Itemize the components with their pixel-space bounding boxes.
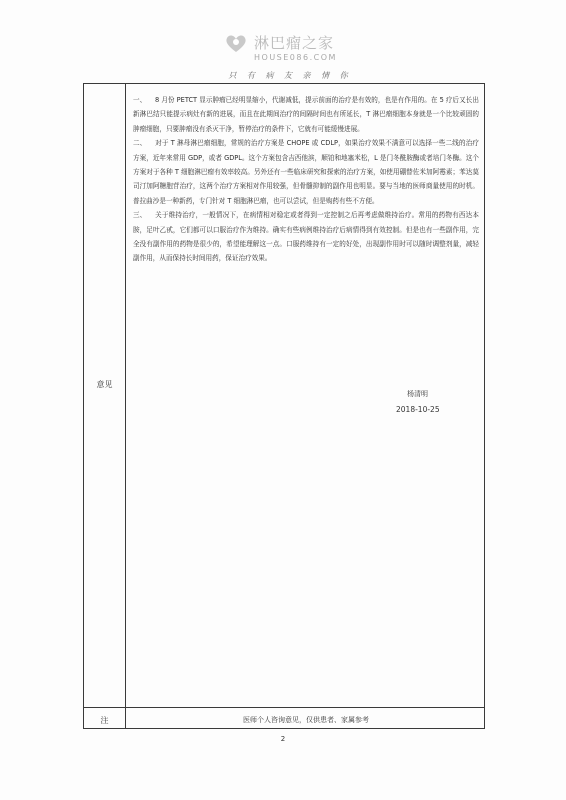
- paragraph-text: 关于维持治疗，一般情况下，在病情相对稳定或者得到一定控制之后再考虑做维持治疗。常用的药物有西达本胺，足叶乙甙，它们都可以口服治疗作为维持。确实有些病例维持治疗后病情得到有效控制。但是也有一些副作用，完全没有副作用的药物是很少的，希望能理解这一点。口服药维持有一定的好处，出现副作用时可以随时调整剂量，减轻副作用，从而保持长时间用药，保证治疗效果。: [133, 211, 479, 263]
- heart-flower-icon: [224, 32, 248, 54]
- row-divider: [84, 707, 484, 708]
- paragraph-text: 8 月份 PETCT 显示肿瘤已经明显缩小，代谢减低，提示前面的治疗是有效的，也是有作用的。在 5 疗后又长出新淋巴结只能提示病灶有新的进展，而且在此期间治疗的间隔时间也有所延长，T 淋巴瘤细胞本身就是一个比较顽固的肿瘤细胞，只要肿瘤没有杀灭干净，暂停治疗的条件下，它就有可能缓慢进展。: [133, 96, 479, 133]
- doctor-signature: 杨清明: [407, 390, 428, 398]
- paragraph-1: [133, 93, 479, 136]
- paragraph-2: [133, 136, 479, 208]
- paragraph-3: [133, 208, 479, 266]
- paragraph-number: 二、: [133, 139, 147, 148]
- paragraph-text: 对于 T 淋母淋巴瘤细胞，常规的治疗方案是 CHOPE 或 CDLP，如果治疗效果不满意可以选择一些二线的治疗方案，近年来常用 GDP，或者 GDPL。这个方案包含吉西他滨，顺铂和地塞米松，L 是门冬酰胺酶或者培门冬酶。这个方案对于各种 T 细胞淋巴瘤有效率较高。另外还有一些临床研究和探索的治疗方案，如使用硼替佐米加阿霉素；苯达莫司汀加阿糖胞苷治疗，这两个治疗方案相对作用较强，但骨髓抑制的副作用也明显。要与当地的医师商量使用的时机。普拉曲沙是一种新药，专门针对 T 细胞淋巴瘤，也可以尝试，但是购药有些不方便。: [133, 139, 479, 205]
- logo-url: HOUSE086.COM: [254, 53, 337, 62]
- note-label: 注: [100, 716, 109, 725]
- page-number: 2: [280, 735, 286, 743]
- logo-slogan: 只 有 病 友 亲 情 你: [228, 71, 352, 80]
- opinion-label: 意见: [96, 380, 113, 389]
- site-logo: [222, 30, 372, 78]
- paragraph-number: 一、: [133, 96, 147, 104]
- signature-date: 2018-10-25: [396, 405, 440, 414]
- consultation-form: [83, 83, 485, 729]
- opinion-content: [133, 93, 479, 266]
- column-divider: [125, 84, 126, 728]
- logo-name: 淋巴瘤之家: [254, 34, 335, 52]
- paragraph-number: 三、: [133, 211, 147, 220]
- note-text: 医师个人咨询意见，仅供患者、家属参考: [243, 716, 369, 724]
